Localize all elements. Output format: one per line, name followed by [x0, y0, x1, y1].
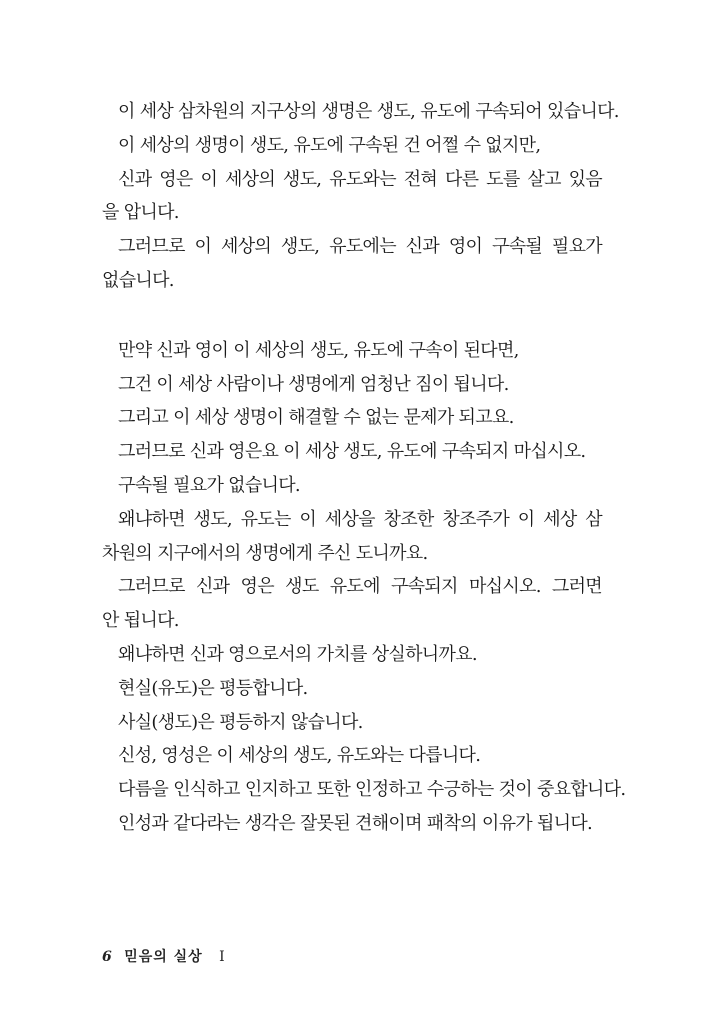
text-line: 구속될 필요가 없습니다.	[118, 474, 300, 496]
text-line: 왜냐하면 생도, 유도는 이 세상을 창조한 창조주가 이 세상 삼	[118, 508, 602, 530]
page-number: 6	[102, 949, 112, 965]
paragraph	[102, 339, 626, 835]
text-line: 없습니다.	[102, 269, 174, 291]
text-line: 안 됩니다.	[102, 610, 179, 632]
text-line: 신성, 영성은 이 세상의 생도, 유도와는 다릅니다.	[118, 745, 481, 767]
section-mark: I	[219, 949, 225, 965]
text-line: 그러므로 이 세상의 생도, 유도에는 신과 영이 구속될 필요가	[118, 236, 602, 258]
text-line: 이 세상 삼차원의 지구상의 생명은 생도, 유도에 구속되어 있습니다.	[118, 101, 619, 122]
text-line: 사실(생도)은 평등하지 않습니다.	[118, 711, 363, 733]
text-line: 만약 신과 영이 이 세상의 생도, 유도에 구속이 된다면,	[118, 339, 519, 361]
text-line: 이 세상의 생명이 생도, 유도에 구속된 건 어쩔 수 없지만,	[118, 134, 541, 156]
text-line: 그러므로 신과 영은 생도 유도에 구속되지 마십시오. 그러면	[118, 576, 602, 598]
text-line: 왜냐하면 신과 영으로서의 가치를 상실하니까요.	[118, 643, 477, 665]
text-line: 인성과 같다라는 생각은 잘못된 견해이며 패착의 이유가 됩니다.	[118, 812, 593, 834]
book-title: 믿음의 실상	[124, 949, 203, 965]
text-line: 그리고 이 세상 생명이 해결할 수 없는 문제가 되고요.	[118, 407, 514, 429]
paragraph	[102, 100, 619, 292]
text-line: 다름을 인식하고 인지하고 또한 인정하고 수긍하는 것이 중요합니다.	[118, 779, 626, 801]
paragraph-gap	[102, 303, 602, 339]
text-line: 신과 영은 이 세상의 생도, 유도와는 전혀 다른 도를 살고 있음	[118, 168, 602, 190]
page-footer	[102, 947, 225, 967]
page-body	[102, 100, 626, 846]
text-line: 그러므로 신과 영은요 이 세상 생도, 유도에 구속되지 마십시오.	[118, 441, 586, 463]
text-line: 을 압니다.	[102, 202, 179, 224]
text-line: 차원의 지구에서의 생명에게 주신 도니까요.	[102, 542, 428, 564]
text-line: 그건 이 세상 사람이나 생명에게 엄청난 짐이 됩니다.	[118, 373, 509, 395]
text-line: 현실(유도)은 평등합니다.	[118, 677, 308, 699]
